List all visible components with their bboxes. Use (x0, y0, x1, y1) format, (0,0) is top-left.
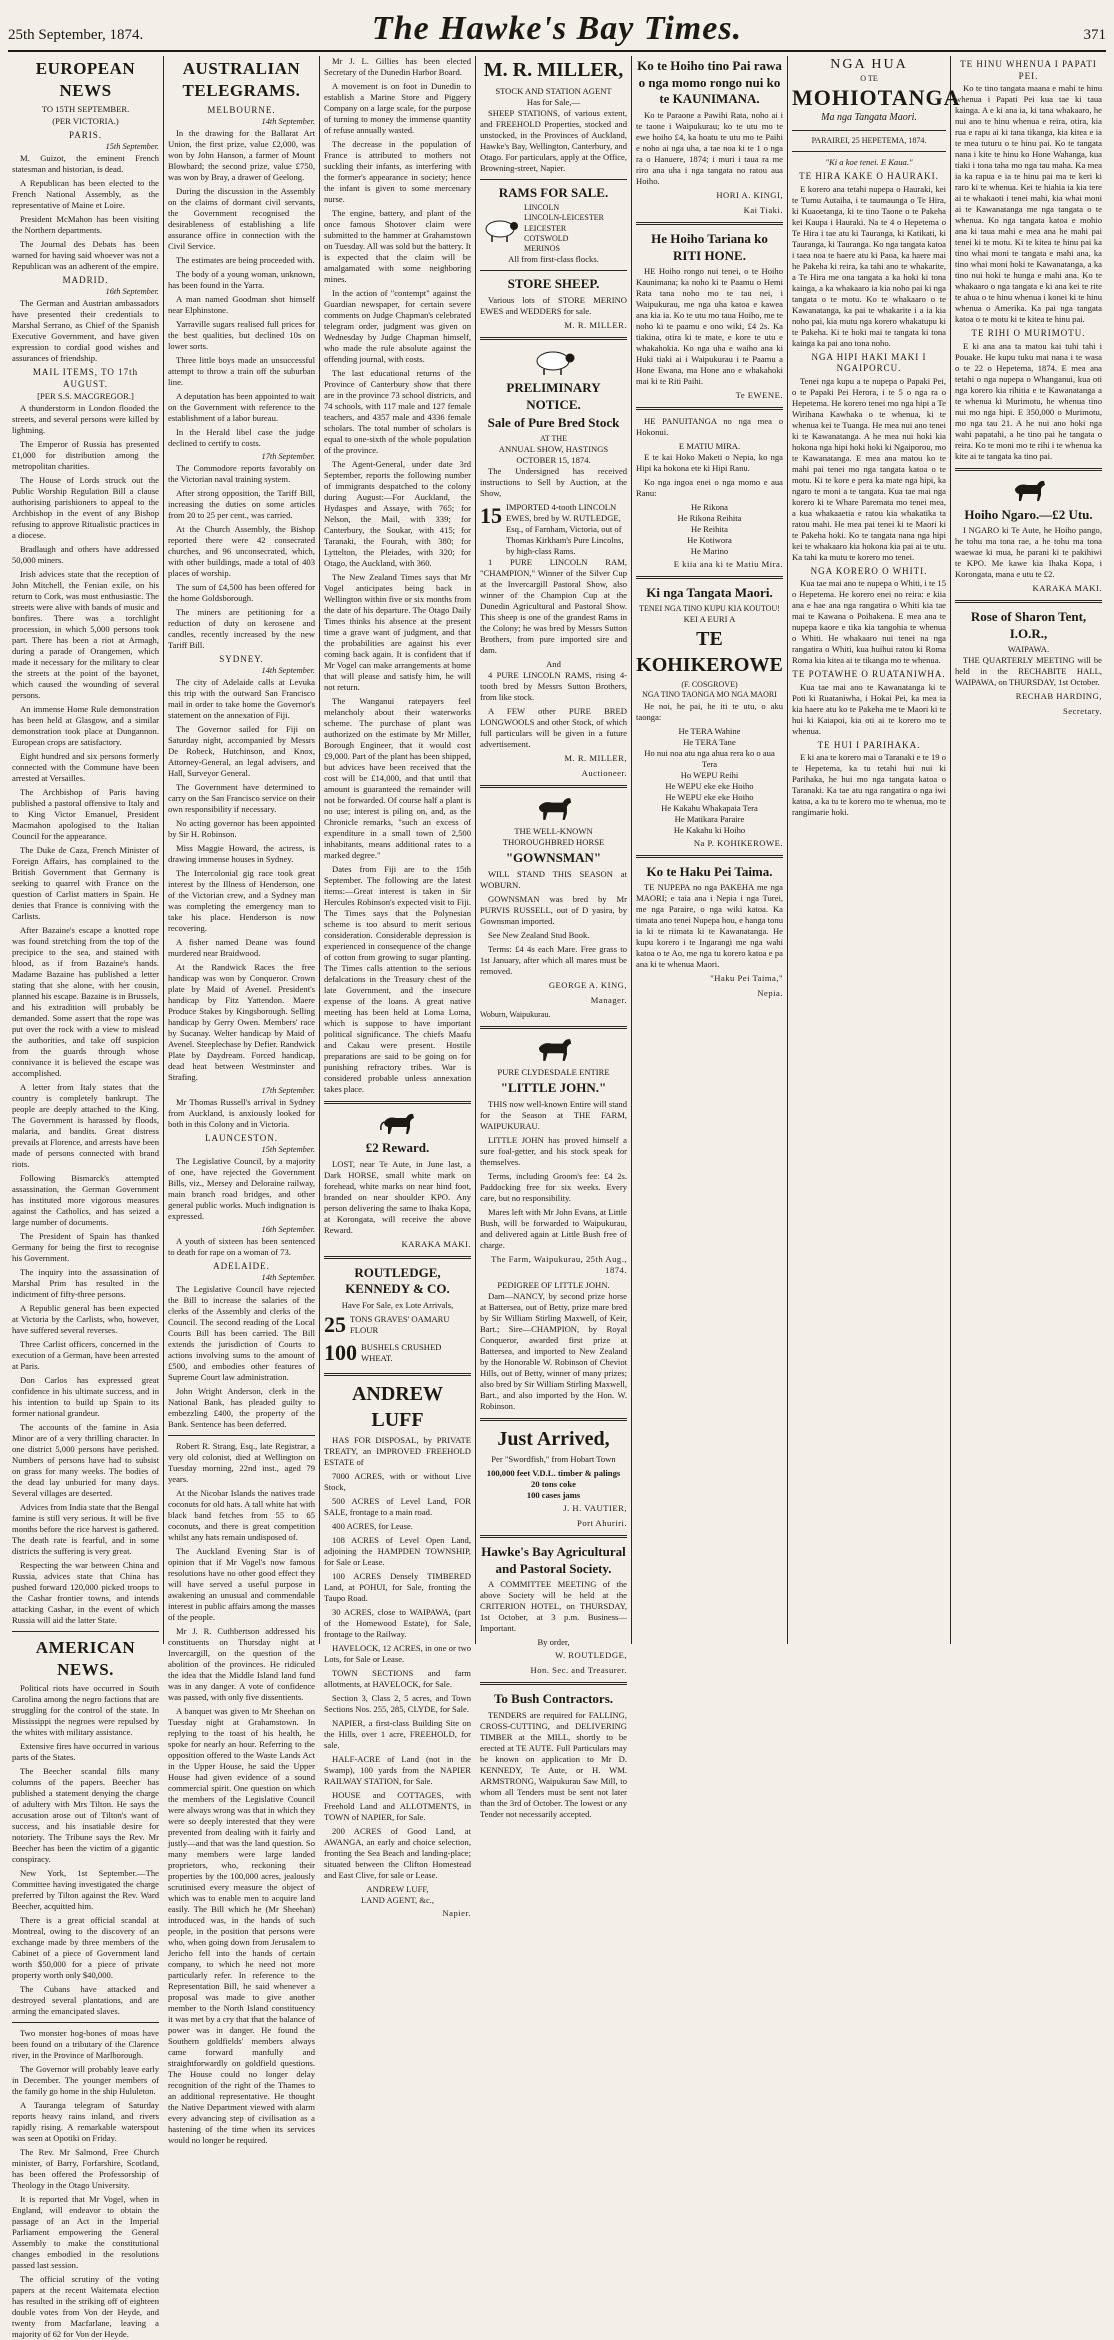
luff-item: 100 ACRES Densely TIMBERED Land, at POHUI, for Sale, fronting the Taupo Road. (324, 1571, 471, 1604)
horse-paragraph: See New Zealand Stud Book. (488, 929, 590, 940)
news-paragraph: The Emperor of Russia has presented £1,000 for distribution among the metropolitan charities. (12, 439, 159, 472)
miller-subtitle: STOCK AND STATION AGENT (495, 85, 612, 96)
news-paragraph: The House of Lords struck out the Public Worship Regulation Bill a clause authorising parishioners to appeal to the Archbishop in the event of any Bishop refusing to approve Ritualistic practices in a diocese. (12, 475, 159, 541)
hokonui-foot: E kiia ana ki te Matiu Mira. (673, 559, 783, 570)
maori-paragraph: Ko te tino tangata maana e mahi te hinu whenua i Papati Pei kua tae ki taua kainga. A e ki ana ia, ki tana whakaaro, he nui ano te hinu whenua e reira, otira, kia rua e rapu ai ki tana tikanga, kia kitea e ia te mea tuturu o te hinu pai. Ko te tangata nana i kite te hinu ko Hone Wahanga, kua tiaki i tona taha mo nga tau maha. Ka mea ia ka rapua e ia te hinu pai ma te keri ki raro ki te whenua. Kei te hiahia ia kia tere ai te whakaoti i tenei mahi, kia whai moni ai te Kawanatanga me nga tangata o te whenua. Ko nga tangata katoa e mohio ana ki taua mahi e mea ana he mahi pai tenei ki te motu. Ki te kitea te hinu pai ka tino whai moni te tangata e mahi ana, ka tino whai moni hoki te Kawanatanga, a ka tino nui hoki te hunga e mahi ana. Ko te whakaaro o nga tangata e ki ana kei te rite te ahua o te hinu whenua i konei ki te hinu whenua o Amerika. Ka pai nga tangata katoa o te motu ki te kitea te hinu pai. (955, 83, 1102, 325)
divider (324, 1101, 471, 1104)
news-paragraph: Respecting the war between China and Russia, advices state that China has pushed forward 120,000 picked troops to the Cashar frontier towns, and intends attacking Cashar, in the event of which Russia will aid the latter State. (12, 1560, 159, 1626)
dateline-date: 14th September. (261, 1273, 315, 1283)
horse-paragraph: WILL STAND THIS SEASON at WOBURN. (480, 868, 627, 890)
ki-nga-tangata-title: Ki nga Tangata Maori. (646, 585, 773, 601)
column-nga-hua (788, 56, 961, 1644)
column-australian-telegrams (164, 56, 320, 2145)
news-paragraph: It is reported that Mr Vogel, when in England, will endeavor to obtain the passage of an Act in the Imperial Parliament empowering the General Assembly to make the constitutional changes embodied in the resolutions passed last session. (12, 2193, 159, 2270)
miller-title: M. R. MILLER, (483, 59, 624, 81)
hoiho-ngaro-signature: KARAKA MAKI. (1032, 583, 1102, 594)
store-sheep-title: STORE SHEEP. (507, 276, 600, 292)
news-paragraph: The German and Austrian ambassadors have presented their credentials to Marshal Serrano, as Chief of the Spanish Executive Government, and have given expression to cordial good wishes and assurances of friendship. (12, 298, 159, 364)
news-paragraph: The Rev. Mr Salmond, Free Church minister, of Barry, Forfarshire, Scotland, has been offered the Professorship of Theology in the Otago University. (12, 2146, 159, 2190)
bush-contractors-title: To Bush Contractors. (493, 1691, 614, 1707)
luff-signature: ANDREW LUFF, (366, 1884, 429, 1895)
luff-item: HAVELOCK, 12 ACRES, in one or two Lots, for Sale or Lease. (324, 1643, 471, 1665)
divider (636, 222, 783, 225)
news-paragraph: Political riots have occurred in South Carolina among the negro factions that are struggling for the control of the state. In Mississippi the negroes were repulsed by the whites with military assistance. (12, 1682, 159, 1737)
just-arrived-subtitle: Per "Swordfish," from Hobart Town (491, 1454, 616, 1465)
news-paragraph: A movement is on foot in Dunedin to establish a Marine Store and Piggery Company on a large scale, for the purpose of turning to money the immense quantity of refuse annually wasted. (324, 81, 471, 135)
sale-item: IMPORTED 4-tooth LINCOLN EWES, bred by W. RUTLEDGE, Esq., of Farnham, Victoria, out of Thomas Kirkham's Pure Lincolns, by high-class Rams. (506, 502, 624, 557)
divider (636, 855, 783, 858)
mohiotanga-tagline: Ma nga Tangata Maori. (821, 112, 917, 124)
arrived-signature: J. H. VAUTIER, (563, 1503, 627, 1514)
luff-item: HALF-ACRE of Land (not in the Swamp), 100 yards from the NAPIER RAILWAY STATION, for Sale. (324, 1754, 471, 1787)
routledge-line-1 (324, 1311, 471, 1339)
dateline-madrid: MADRID. (62, 274, 109, 285)
sale-show: ANNUAL SHOW, HASTINGS (498, 444, 609, 455)
quantity: 15 (480, 503, 502, 529)
luff-item: NAPIER, a first-class Building Site on the Hills, over 1 acre, FREEHOLD, for sale. (324, 1718, 471, 1751)
arrived-item: 100,000 feet V.D.L. timber & palings (486, 1468, 621, 1479)
news-paragraph: The Legislative Council have rejected the Bill to increase the salaries of the clerks of the Assembly and clerks of the Council. The second reading of the Local Courts Bill has been carried. The Bill extends the jurisdiction of Courts to actions involving sums to the amount of £500, and embodies other features of Supreme Court law administration. (168, 1283, 315, 1382)
dateline-sydney: SYDNEY. (219, 653, 264, 664)
european-news-via: (PER VICTORIA.) (52, 115, 119, 126)
hokonui-body: E te kai Hoko Maketi o Nepia, ko nga Hipi ka hokona ete ki Hipi Ranu. (636, 452, 783, 474)
divider (480, 1026, 627, 1029)
european-news-title: EUROPEAN NEWS (35, 59, 136, 100)
sale-date: OCTOBER 15, 1874. (516, 455, 591, 466)
hb-society-by-order: By order, (537, 1637, 570, 1648)
horse-name-gownsman: "GOWNSMAN" (505, 850, 602, 866)
luff-item: 30 ACRES, close to WAIPAWA, (part of the Homewood Estate), for Sale, frontage to the Railway. (324, 1607, 471, 1640)
horse-paragraph: Mares left with Mr John Evans, at Little Bush, will be forwarded to Waipukurau, and delivered again at Little Bush free of charge. (480, 1206, 627, 1250)
divider (168, 1435, 315, 1436)
news-paragraph: New York, 1st September.—The Committee having investigated the charge preferred by Tilton against the Rev. Ward Beecher, acquitted him. (12, 1867, 159, 1911)
news-paragraph: The miners are petitioning for a reduction of duty on kerosene and candles, recently increased by the new Tariff Bill. (168, 606, 315, 650)
maori-paragraph: Kua tae mai ano te Kawanatanga ki te Poti ki Ruataniwha, i Hokai Pei, ka mea ia kia haere atu ko te Pakeha me te Maori ki te hui ki Kaiapoi, kia oti ai te korero mo te whenua. (792, 681, 946, 736)
store-sheep-body: Various lots of STORE MERINO EWES and WEDDERS for sale. (480, 295, 627, 317)
rams-breed: LEICESTER (524, 223, 567, 233)
sale-paragraph: 4 PURE LINCOLN RAMS, rising 4-tooth bred by Messrs Sutton Brothers, from like stock. (480, 670, 627, 703)
horse-ad-title: THE WELL-KNOWN THOROUGHBRED HORSE (502, 826, 605, 848)
sale-signature: M. R. MILLER, (564, 753, 627, 764)
news-paragraph: The Beecher scandal fills many columns of the papers. Beecher has published a statement denying the charge of adultery with Mrs Tilton. He says the accusation arose out of Tilton's want of success, and his insatiable desire for notoriety. The Tribune says the Rev. Mr Beecher has been the victim of a gigantic conspiracy. (12, 1765, 159, 1864)
news-paragraph: A letter from Italy states that the country is completely bankrupt. The people are deeply attached to the King. The Government is harassed by floods, malaria, and bandits. Great distress prevails at Florence, and arrests have been made of persons connected with brand riots. (12, 1082, 159, 1170)
mohiotanga-title: MOHIOTANGA (792, 85, 961, 111)
rose-of-sharon-place: WAIPAWA. (1007, 644, 1050, 655)
news-paragraph: Extensive fires have occurred in various parts of the States. (12, 1740, 159, 1762)
horse-signature-role: Manager. (590, 994, 627, 1005)
news-paragraph: The Agent-General, under date 3rd September, reports the following number of immigrants despatched to the colony during August:—For Auckland, the Hydaspes and Assaye, with 765; for Nelson, the Mail, with 339; for Canterbury, the Soukar, with 415; for Taranaki, the Fourah, with 380; for Lyttelton, the Pleiades, with 320; for Otago, the Auckland, with 360. (324, 459, 471, 568)
item: TONS GRAVES' OAMARU FLOUR (350, 1313, 450, 1335)
nga-hua-o-te: O TE (860, 73, 878, 83)
riti-hone-title: He Hoiho Tariana ko RITI HONE. (651, 230, 768, 263)
news-paragraph: A Republican has been elected to the French National Assembly, as the representative of Maine et Loire. (12, 177, 159, 210)
kohikerowe-line: NGA TINO TAONGA MO NGA MAORI (642, 690, 777, 700)
news-paragraph: An immense Home Rule demonstration has been held at Glasgow, and a similar demonstration took place at Dungannon. European crops are satisfactory. (12, 704, 159, 748)
news-paragraph: Dates from Fiji are to the 15th September. The following are the latest items:—Great interest is taken in Sir Hercules Robinson's expected visit to Fiji. The Times says that the Polynesian scheme is too absurd to merit serious consideration. Considerable depression is experienced in consequence of the change of cotton from growing to sugar planting. The Times calls attention to the serious defalcations in the Treasury chest of the late Government, and the insecure expense of the loans. A great native meeting has been held at Loma Loma, which is suppose to have important political significance. The chiefs Maafu and Cakau were present. Hostile preparations are said to be going on for punishing refractory tribes. War is considered probable unless annexation takes place. (324, 864, 471, 1094)
dateline-launceston: LAUNCESTON. (204, 1132, 279, 1143)
column-maori-news (951, 56, 1106, 1644)
news-paragraph: The Journal des Debats has been warned for having said whoever was not a Republican was an adherent of the empire. (12, 238, 159, 271)
pedigree-title: PEDIGREE OF LITTLE JOHN. (497, 1279, 610, 1290)
news-paragraph: Miss Maggie Howard, the actress, is drawing immense houses in Sydney. (168, 842, 315, 864)
news-paragraph: The Cubans have attacked and destroyed several plantations, and are arming the emancipated slaves. (12, 1983, 159, 2016)
horse-paragraph: THIS now well-known Entire will stand for the Season at THE FARM, WAIPUKURAU. (480, 1098, 627, 1131)
dateline-date: 15th September. (105, 142, 159, 152)
item: BUSHELS CRUSHED WHEAT. (361, 1342, 442, 1364)
luff-intro: HAS FOR DISPOSAL, by PRIVATE TREATY, an IMPROVED FREEHOLD ESTATE of (324, 1435, 471, 1468)
riti-hone-signature: Te EWENE. (735, 390, 783, 401)
news-paragraph: Two monster hog-bones of moas have been found on a tributary of the Clarence river, in the Province of Marlborough. (12, 2027, 159, 2060)
reward-ad-signature: KARAKA MAKI. (401, 1238, 471, 1249)
maori-paragraph: E ki ana ana ta matou kai tuhi tahi i Pouake. He kupu tuku mai nana i te wasa o te 22 o Hepetema, 1874. E mea ana tetahi o nga nupepa o Whanganui, kua oti nga korero kia rihitia e te Kawanatanga a te whenua ki Murimotu, he whenua tino nui mo nga hipi. E 350,000 o Murimotu, mo nga tau 21. A he nui ano hoki nga wahi papatahi, a he tino pai he tangata o reira. Ko te moni mo te rihi i te whenua ka kite ai te tangata ka tino pai. (955, 340, 1102, 461)
news-paragraph: After Bazaine's escape a knotted rope was found stretching from the top of the precipice to the sea, and stained with blood, as if from Bazaine's hands. Madame Bazaine has published a letter stating that she alone, with her cousin, planned his escape. Bazaine is in Brussels, and his extradition will probably be demanded. Some assert that the rope was put over the rock with a view to mislead the authorities, and take off suspicion from the guards through whose connivance it is believed the escape was accomplished. (12, 925, 159, 1079)
news-paragraph: Three Carlist officers, concerned in the execution of a German, have been arrested at Paris. (12, 1339, 159, 1372)
news-paragraph: There is a great official scandal at Montreal, owing to the discovery of an exchange made by three members of the Cabinet of a piece of Government land worth $50,000 for a piece of private property worth only $40,000. (12, 1914, 159, 1980)
columns (8, 56, 1106, 2339)
arrived-item: 20 tons coke (531, 1479, 576, 1490)
routledge-ad-subtitle: Have For Sale, ex Lote Arrivals, (341, 1299, 454, 1310)
kei-a-euri-title: KEI A EURI A (683, 613, 736, 624)
news-paragraph: The New Zealand Times says that Mr Vogel anticipates being back in Wellington within five or six months from the date of his departure. The Otago Daily Times thinks his absence at the present time a grave want of judgment, and that the probabilities are against his ever coming back again. It is confident that if Mr Vogel can make arrangements at home that will please and satisfy him, he will not return. (324, 572, 471, 692)
column-maori-ads (632, 56, 788, 1644)
rams-list (524, 203, 604, 254)
rose-of-sharon-body: THE QUARTERLY MEETING will be held in the RECHABITE HALL, WAIPAWA, on THURSDAY, 1st October. (955, 655, 1102, 688)
horse-place: Woburn, Waipukurau. (480, 1009, 551, 1019)
news-paragraph: The President of Spain has thanked Germany for being the first to recognise his Government. (12, 1231, 159, 1264)
luff-item: 108 ACRES of Level Open Land, adjoining the HAMPDEN TOWNSHIP, for Sale or Lease. (324, 1535, 471, 1568)
divider (324, 1256, 471, 1259)
hb-society-signature-role: Hon. Sec. and Treasurer. (530, 1665, 627, 1676)
news-paragraph: Three little boys made an unsuccessful attempt to throw a train off the suburban line. (168, 354, 315, 387)
sale-and: And (546, 659, 561, 670)
dateline-adelaide: ADELAIDE. (213, 1260, 270, 1271)
news-paragraph: A Republic general has been expected at Victoria by the Carlists, who, however, have suffered several reverses. (12, 1303, 159, 1336)
nga-hua-title: NGA HUA (830, 57, 908, 72)
news-paragraph: The Archbishop of Paris having published a pastoral offensive to Italy and to King Victor Emanuel, President Macmahon apologised to the Italian Council for the appearance. (12, 787, 159, 842)
hoiho-ngaro-body: I NGARO ki Te Aute, he Hoiho pango, he tohu ma tona rae, a he tohu ma tona waewae ki mua, he parani ki te pakihiwi te KPO. Me kawe kia Ihaka Kopa, i Korongata, mana e utu te £2. (955, 525, 1102, 580)
dateline-melbourne: MELBOURNE. (207, 104, 276, 115)
news-paragraph: During the discussion in the Assembly on the claims of dormant civil servants, the Government recognised the desirableness of establishing a life assurance office in connection with the Civil Service. (168, 185, 315, 251)
news-paragraph: The last educational returns of the Province of Canterbury show that there are in the province 73 school districts, and 74 schools, with 117 male and 127 female teachers, and 4357 male and 4336 female scholars. The total number of scholars is equal to one-sixth of the whole population of the province. (324, 368, 471, 455)
masthead: The Hawke's Bay Times. (371, 10, 743, 47)
horse-icon (1009, 477, 1049, 503)
bush-contractors-body: TENDERS are required for FALLING, CROSS-CUTTING, and DELIVERING TIMBER at the MILL, shortly to be erected at TE AUTE. Full Particulars may be known on application to Mr D. KENNEDY, Te Aute, or H. WM. ARMSTRONG, Waipukurau Saw Mill, to whom all Tenders must be sent not later than the 3rd of October. The lowest or any Tender not necessarily accepted. (480, 1710, 627, 1820)
hoiho-ngaro-title: Hoiho Ngaro.—£2 Utu. (964, 506, 1093, 522)
luff-item: TOWN SECTIONS and farm allotments, at HAVELOCK, for Sale. (324, 1668, 471, 1690)
kohikerowe-list: He TERA Wahine He TERA Tane Ho nui noa atu nga ahua rera ko o aua Tera Ho WEPU Reihi He WEPU eke eke Hoiho He WEPU eke eke Hoiho He Kakahu Whakapaia Tera He Matikara Paraire He Kakahu ki Hoiho (644, 725, 775, 835)
news-paragraph: The inquiry into the assassination of Marshal Prim has resulted in the indictment of fifty-three persons. (12, 1267, 159, 1300)
luff-item: 500 ACRES of Level Land, FOR SALE, frontage to a main road. (324, 1496, 471, 1518)
rose-of-sharon-signature-role: Secretary. (1062, 706, 1102, 717)
kaunimana-body: Ko te Paraone a Pawihi Rata, noho ai i te taone i Waipukurau; ko te utu mo te ewe hoiho £4, ka hoatu te utu mo te Paihi e noho ai nga uha, a tae noa ki te 1 o nga ra o Hanuere, 1874; i muri i taua ra me riro ana uha i nga tangata no ratou aua Hoiho. (636, 109, 783, 186)
news-paragraph: Mr J. R. Cuthbertson addressed his constituents on Thursday night at Invercargill, on the question of the abolition of the provinces. He ridiculed the idea that the Middle Island land fund was in any danger. A vote of confidence was passed, with only five dissentients. (168, 1625, 315, 1702)
horse-signature: The Farm, Waipukurau, 25th Aug., 1874. (491, 1253, 627, 1275)
australian-telegrams-title: AUSTRALIAN TELEGRAMS. (182, 59, 301, 100)
news-paragraph: Mr Thomas Russell's arrival in Sydney from Auckland, is anxiously looked for both in this Colony and in Victoria. (168, 1096, 315, 1129)
divider (955, 600, 1102, 603)
rams-breed: MERINOS (524, 244, 561, 254)
luff-item: 7000 ACRES, with or without Live Stock, (324, 1471, 471, 1493)
news-paragraph: No acting governor has been appointed by Sir H. Robinson. (168, 817, 315, 839)
news-paragraph: The Duke de Caza, French Minister of Foreign Affairs, has complained to the British Government that Germany is seeking to quarrel with France on the question of Carlist matters in Spain. He denies that France is conniving with the Carlists. (12, 845, 159, 922)
news-paragraph: Eight hundred and six persons formerly connected with the Commune have been arrested at Versailles. (12, 751, 159, 784)
hb-society-signature: W. ROUTLEDGE, (555, 1650, 627, 1661)
rams-foot: All from first-class flocks. (508, 254, 599, 265)
divider (480, 179, 627, 180)
luff-signature-role: LAND AGENT, &c., (360, 1895, 435, 1906)
dateline-date: 16th September. (261, 1224, 315, 1234)
haku-pei-taima-title: Ko te Haku Pei Taima. (646, 863, 773, 879)
news-paragraph: A man named Goodman shot himself near Elphinstone. (168, 293, 315, 315)
section-title: TE HUI I PARIHAKA. (817, 739, 921, 750)
divider (480, 1418, 627, 1421)
divider (12, 1631, 159, 1632)
kohikerowe-title: TE KOHIKEROWE (636, 627, 783, 676)
sale-paragraph: The Undersigned has received instructions to Sell by Auction, at the Show, (480, 466, 627, 499)
horse-paragraph: Terms, including Groom's fee: £4 2s. Paddocking free for six weeks. Every care, but no responsibility. (480, 1170, 627, 1203)
hokonui-body: Ko nga ingoa enei o nga momo e aua Ranu: (636, 477, 783, 499)
haku-pei-taima-signature: "Haku Pei Taima," (710, 973, 783, 984)
luff-signature-place: Napier. (442, 1908, 471, 1919)
andrew-luff-title: ANDREW LUFF (351, 1383, 444, 1431)
news-paragraph: At the Church Assembly, the Bishop reported there were 42 consecrated churches, and 96 unconsecrated, which, with other buildings, made a total of 403 places of worship. (168, 523, 315, 578)
divider (480, 1682, 627, 1685)
horse-icon (532, 794, 576, 822)
divider (480, 270, 627, 271)
rams-breed: LINCOLN (524, 203, 560, 213)
sale-signature-role: Auctioneer. (581, 768, 627, 779)
news-paragraph: Advices from India state that the Bengal famine is still very serious. It will be five months before the rice harvest is gathered. The death rate is fearful, and in some districts the suffering is very great. (12, 1502, 159, 1557)
just-arrived-title: Just Arrived, (497, 1427, 610, 1450)
divider (12, 2022, 159, 2023)
european-news-subtitle: TO 15TH SEPTEMBER. (41, 103, 130, 114)
mohiotanga-motto: "Ki a koe tenei. E Kaua." (825, 157, 913, 168)
reward-ad-body: LOST, near Te Aute, in June last, a Dark HORSE, small white mark on forehead, white marks on near hind foot, branded on near shoulder KPO. Any person delivering the same to Ihaka Kopa, at Korongata, will receive the above Reward. (324, 1158, 471, 1235)
rams-breed: COTSWOLD (524, 233, 569, 243)
arrived-item: 100 cases jams (526, 1490, 581, 1501)
divider (955, 468, 1102, 471)
hokonui-list: He Rikona He Rikona Reihita He Reihita He Kotiwora He Marino (677, 502, 742, 557)
horse-icon (532, 1035, 576, 1063)
mail-items-title: MAIL ITEMS, TO 17th AUGUST. (32, 367, 139, 389)
news-paragraph: The estimates are being proceeded with. (176, 254, 315, 265)
news-paragraph: After strong opposition, the Tariff Bill, increasing the duties on some articles from 20 to 25 per cent., was carried. (168, 487, 315, 520)
news-paragraph: Bradlaugh and others have addressed 50,000 miners. (12, 544, 159, 566)
news-paragraph: A Tauranga telegram of Saturday reports heavy rains inland, and rivers rapidly rising. A remarkable waterspout was seen at Opotiki on Friday. (12, 2099, 159, 2143)
divider (480, 1535, 627, 1538)
news-paragraph: At the Nicobar Islands the natives trade coconuts for old hats. A tall white hat with black band fetches from 55 to 65 coconuts, and there is great competition whilst any hats remain undisposed of. (168, 1487, 315, 1542)
news-paragraph: The official scrutiny of the voting papers at the recent Waitemata election has resulted in the striking off of eighteen double votes from Von der Heyde, and twenty from Macfarlane, leaving a majority of 62 for Von der Heyde. (12, 2273, 159, 2339)
maori-paragraph: E ki ana te korero mai o Taranaki e te 19 o te Hepetema, ka tu tetahi hui nui ki Parihaka, he hui mo nga tangata katoa o Taranaki. Ka tae atu nga rangatira o nga iwi katoa, a ka tu te korero mo te whenua, mo te rangimarie hoki. (792, 752, 946, 818)
sale-title: Sale of Pure Bred Stock (487, 415, 620, 431)
rams-title: RAMS FOR SALE. (498, 184, 609, 200)
divider (636, 407, 783, 410)
haku-pei-taima-place: Nepia. (757, 988, 783, 999)
newspaper-page (8, 6, 1106, 2339)
dateline-date: 14th September. (261, 666, 315, 676)
reward-ad-title: £2 Reward. (365, 1140, 430, 1155)
horse-paragraph: Terms: £4 4s each Mare. Free grass to 1st January, after which all mares must be removed. (480, 943, 627, 976)
news-paragraph: A fisher named Deane was found murdered near Braidwood. (168, 936, 315, 958)
news-paragraph: Following Bismarck's attempted assassination, the German Government has instituted more vigorous measures against the Catholics, and has seized a large number of documents. (12, 1173, 159, 1228)
miller-body: SHEEP STATIONS, of various extent, and FREEHOLD Properties, stocked and unstocked, in the Provinces of Auckland, Hawke's Bay, Wellington, Canterbury, and Otago. For particulars, apply at the Office, Browning-street, Napier. (480, 107, 627, 173)
ki-nga-tangata-sub: TENEI NGA TINO KUPU KIA KOUTOU! (639, 603, 780, 613)
section-title: TE HIRA KAKE O HAURAKI. (799, 171, 939, 182)
news-paragraph: The accounts of the famine in Asia Minor are of a very thrilling character. In one district 5,000 persons have perished. Numbers of persons have had to subsist on grass for many weeks. The bodies of the dead lay unburied for many days. Several villages are deserted. (12, 1422, 159, 1499)
divider (792, 151, 946, 152)
section-title: TE HINU WHENUA I PAPATI PEI. (960, 59, 1097, 81)
quantity: 25 (324, 1311, 346, 1337)
dateline-paris: PARIS. (69, 129, 102, 140)
dateline-date: 14th September. (261, 117, 315, 127)
luff-item: 400 ACRES, for Lease. (332, 1521, 413, 1532)
maori-paragraph: Kua tae mai ano te nupepa o Whiti, i te 15 o Hepetema. He korero enei no reira: e kiia ana e hae ana nga rangatira o Whiti kia tae mai te Kawana o Poihakena. E mea ana te nupepa kaore e tika kia tangohia te whenua o Whiti. He whakaaro nui tenei na nga rangatira o Whiti, kua huihui ratou ki Roma Roma kia kitea ai te tikanga mo te whenua. (792, 578, 946, 666)
news-paragraph: The city of Adelaide calls at Levuka this trip with the outward San Francisco mail in order to take home the Governor's statement on the annexation of Fiji. (168, 676, 315, 720)
section-title: NGA KORERO O WHITI. (810, 565, 928, 576)
luff-item: Section 3, Class 2, 5 acres, and Town Sections Nos. 255, 285, CLYDE, for Sale. (324, 1693, 471, 1715)
news-paragraph: The Governor sailed for Fiji on Saturday night, accompanied by Messrs De Robeck, Hutchinson, and Knox, Attorney-General, an legal advisers, and Hall, Surveyor General. (168, 723, 315, 778)
riti-hone-body: HE Hoiho rongo nui tenei, o te Hoiho Kaunimana; ka noho ki te Paamu o Hemi Rata tana noho mo te tau nei, i Waipukurau, me nga uha katoa e kawea ana kia ia. Ko te utu mo taua Hoiho, me te noho ki te paamu e ono wiki, £4 2s. Ka tiakina, otira ki te mate, e kore te utu e whakahokia. Ko nga uha e waiho ana ki Huki tiaki ai i Waipukurau i te Paamu a Hone Ewana, ma Hone ano e whakahoki mai ki te Riti Paihi. (636, 266, 783, 387)
rams-breed: LINCOLN-LEICESTER (524, 213, 604, 223)
mail-items-via: [PER S.S. MACGREGOR.] (37, 391, 134, 402)
column-news-and-ads (320, 56, 476, 1919)
divider (636, 576, 783, 579)
horse-paragraph: LITTLE JOHN has proved himself a sure foal-getter, and his stock speak for themselves. (480, 1134, 627, 1167)
sale-paragraph: A FEW other PURE BRED LONGWOOLS and other Stock, of which full particulars will be given in a future advertisement. (480, 706, 627, 750)
luff-item: HOUSE and COTTAGES, with Freehold Land and ALLOTMENTS, in TOWN of NAPIER, for Sale. (324, 1790, 471, 1823)
quantity: 100 (324, 1340, 357, 1366)
american-news-title: AMERICAN NEWS. (35, 1638, 136, 1679)
column-european-news (8, 56, 164, 2339)
issue-date: 25th September, 1874. (8, 27, 144, 43)
news-paragraph: The Auckland Evening Star is of opinion that if Mr Vogel's now famous resolutions have no other good effect they will have served a useful purpose in awakening an unusual and commendable interest in public affairs among the masses of the people. (168, 1545, 315, 1622)
hb-society-title: Hawke's Bay Agricultural and Pastoral Society. (481, 1544, 626, 1576)
page-header (8, 6, 1106, 52)
news-paragraph: Irish advices state that the reception of John Mitchell, the Fenian exile, on his return to Cork, was most enthusiastic. The streets were alive with bands of music and bonfires. There was a torchlight procession, in which 5,000 persons took part. There has been a riot at Armagh, during a parade of Orangemen, which made it necessary for the military to clear the streets at the point of the bayonet, which caused the wounding of several persons. (12, 569, 159, 701)
haku-pei-taima-body: TE NUPEPA no nga PAKEHA me nga MAORI; e taia ana i Nepia i nga Turei, me nga Paraire, o nga wiki katoa. Ka timata ano tenei Nupepa hou, e hanga tonu ia ki te riimata ki te Kawanatanga. He kupu korero i te Ingarangi me nga wahi katoa o te Ao, me nga tu korero katoa e pa ana ki te whenua Maori. (636, 882, 784, 970)
hokonui-notice: HE PANUITANGA no nga mea o Hokonui. (636, 416, 783, 438)
clydesdale-title: PURE CLYDESDALE ENTIRE (497, 1066, 610, 1077)
dateline-date: 17th September. (261, 451, 315, 461)
hokonui-name: E MATIU MIRA. (678, 441, 741, 452)
divider (480, 785, 627, 788)
kohikerowe-signature: Na P. KOHIKEROWE. (693, 837, 783, 848)
news-paragraph: M. Guizot, the eminent French statesman and historian, is dead. (12, 152, 159, 174)
rose-of-sharon-title: Rose of Sharon Tent, I.O.R., (970, 609, 1087, 641)
news-paragraph: A youth of sixteen has been sentenced to death for rape on a woman of 73. (168, 1235, 315, 1257)
divider (480, 337, 627, 340)
kaunimana-signature: HORI A. KINGI, (716, 189, 783, 200)
kohikerowe-body: He noi, he pai, he iti te utu, o aku taonga: (636, 700, 783, 722)
hb-society-body: A COMMITTEE MEETING of the above Society will be held at the CRITERION HOTEL, on THURSDAY, 1st October, at 3 p.m. Business—Important. (480, 1579, 627, 1634)
kaunimana-signature-role: Kai Tiaki. (743, 204, 783, 215)
news-paragraph: Robert R. Strang, Esq., late Registrar, a very old colonist, died at Wellington on Tuesday morning, 22nd inst., aged 79 years. (168, 1440, 315, 1484)
news-paragraph: At the Randwick Races the free handicap was won by Conqueror. Crown plate by Maid of Avenel. President's handicap by Fitz Yattendon. Maere Produce Stakes by Kingsborough. Selling handicap by Gerry Owen. Members' race by Sucanay. Welter handicap by Maid of Avenel. Steeplechase by Defier. Randwick Plate by Daydream. Forced handicap, dead heat between Westminster and Strafing. (168, 961, 315, 1082)
maori-paragraph: Tenei nga kupu a te nupepa o Papaki Pei, o te Papaki Pei Herora, i te 5 o nga ra o Hepetema. He korero tenei mo nga hipi a Te Wirihana Kawhaka o te whenua, ki te whenua kei te Tuanga. He mea nui ano tenei ki te Kawanatanga. A he mea nui hoki kia hokona nga hipi hoki hoki ki Ngaiporou, mo te Kawanatanga. E mea ana matou ko te mahi pai tenei mo nga tangata katoa o te motu. Ki te kore e pera ka mate nga hipi, ka ngaro te moni a te tangata. Kua tae mai nga korero ki te Whare Paremata mo tenei mea, a kua whakaaetia e ratou kia whakatika ta ratou mahi. He mea pai tenei ki te Maori ki te Pakeha hoki. Ko te tangata nana nga hipi kei te whakaaro kia hokona kia pai ai te utu. Ka tahi ka mutu te korero mo tenei. (792, 375, 946, 562)
sale-at: AT THE (539, 433, 568, 443)
sheep-icon (531, 346, 577, 376)
news-paragraph: The sum of £4,500 has been offered for the home Goldsborough. (168, 581, 315, 603)
luff-item: 200 ACRES of Good Land, at AWANGA, an early and choice selection, fronting the Sea Beach and landing-place; situated between the Clifton Homestead and East Clive, for sale or Lease. (324, 1826, 471, 1881)
arrived-signature-place: Port Ahuriri. (577, 1518, 627, 1529)
news-paragraph: The Wanganui ratepayers feel melancholy about their waterworks scheme. The purchase of plant was authorized on the estimate by Mr Miller, Borough Engineer, that it would cost £9,000. Part of the plant has been shipped, but advices have been received that the cost will be £14,000, and that until that amount is guaranteed the remainder will not be forwarded. Of course half a plant is no use; interest is piling on, and, as the Chronicle remarks, "such an excess of expenditure in a small town of 2,500 inhabitants, means additional rates to a marked degree." (324, 696, 471, 860)
divider (324, 1373, 471, 1376)
sale-paragraph: 1 PURE LINCOLN RAM, "CHAMPION," Winner of the Silver Cup at the Invercargill Pastoral Show, also winner of the Champion Cup at the Dunedin Agricultural and Pastoral Show. This sheep is one of the grandest Rams in the Colony; he was bred by Messrs Sutton Brothers, from pure imported sire and dam. (480, 557, 627, 656)
news-paragraph: The engine, battery, and plant of the once famous Shotover claim were submitted to the hammer at Grahamstown on Tuesday. All was sold but the battery. It is expected that the claim will be amalgamated with some neighboring mines. (324, 208, 471, 284)
divider (792, 130, 946, 131)
news-paragraph: The Intercolonial gig race took great interest by the Illness of Henderson, one of the Victorian crew, and a Sydney man was completing the emergency man to take his place. Henderson is now recovering. (168, 867, 315, 933)
horse-icon (378, 1110, 418, 1136)
column-stock-ads (476, 56, 632, 1820)
dateline-date: 15th September. (261, 1145, 315, 1155)
dateline-date: 17th September. (261, 1085, 315, 1095)
routledge-line-2 (324, 1339, 471, 1367)
routledge-ad-title: ROUTLEDGE, KENNEDY & CO. (345, 1264, 450, 1297)
news-paragraph: The Legislative Council, by a majority of one, have rejected the Government Bills, viz., Mersey and Deloraine railway, main branch road bridges, and other general public works. Much indignation is expressed. (168, 1155, 315, 1221)
preliminary-notice-title: PRELIMINARY NOTICE. (506, 380, 601, 412)
news-paragraph: Yarraville sugars realised full prices for the best qualities, but declined 10s on lower sorts. (168, 318, 315, 351)
store-sheep-signature: M. R. MILLER. (564, 320, 627, 331)
section-title: TE RIHI O MURIMOTU. (971, 328, 1086, 339)
news-paragraph: In the action of "contempt" against the Guardian newspaper, for certain severe comments on Judge Chapman's celebrated telegram order, judgment was given on Wednesday by Judge Chapman himself, who made the rule absolute against the offending journal, with costs. (324, 288, 471, 364)
sale-line (480, 502, 627, 557)
news-paragraph: A deputation has been appointed to wait on the Government with reference to the establishment of a labor bureau. (168, 390, 315, 423)
dateline-date: 16th September. (105, 287, 159, 297)
news-paragraph: The Commodore reports favorably on the Victorian naval training system. (168, 462, 315, 484)
news-paragraph: A banquet was given to Mr Sheehan on Tuesday night at Grahamstown. In replying to the toast of his health, he spoke for nearly an hour. Referring to the opposition offered to the Waste Lands Act in the Upper House, he said the Upper House had given evidence of a sound commercial spirit. One question on which the members of the Legislative Council were always wrong was that in which they were so deeply interested that they were prevented from dealing with it fairly and justly—and that was the land question. So many members were large landed proprietors, who, reckoning their properties by the 100,000 acres, jealously scrutinised every measure the object of which was to enable men to acquire land easily. The Bill which he (Mr Sheehan) introduced was, in the hands of such people, in the position that persons were who, when going down from Jerusalem to Jericho fell into the hands of certain company, to which he need not more particularly refer. In reference to the Representation Bill, he said whenever a proposal was made to give another member to the North Island constituency it was met by a cry that that the balance of power was in danger. He found the Southern goldfields' members always came forward manfully and straightforwardly on goldfield questions. The House could no longer delay recognition of the right of the Thames to an additional representative. He thought the Native Department viewed with alarm every advancing step of civilisation as a hastening of the time when its services would no longer be required. (168, 1705, 315, 2145)
news-paragraph: The body of a young woman, unknown, has been found in the Yarra. (168, 268, 315, 290)
maori-paragraph: E korero ana tetahi nupepa o Hauraki, kei te Tumu Autaiha, i te taumaunga o Te Hira, ki Kuaoetanga, ki te tino Taone o te Pakeha kei Kaupa i Hauraki. Na te 4 o Hepetema o Te Hira i tae atu ki Tauranga, ki Katikati, ki Tauranga, ki Tauranga. Ko nga tangata katoa i taea noa te haere atu ki Paoa, ka haere mai he Pakeha ki reira, ka tahi ano te whakarite, a Te Hira me ona tangata a ka hoki ki tona kainga, a ka whakaaro ia kia noho pai ki nga tangata o te motu. Ko te whakaaro o te Kawanatanga, ka pai te whakarite i a ia kia noho pai, kia mutu nga korero whakatupu ki te Pakeha. Ki te hoki mai te tangata ki tona kainga ka pai ano tona noho. (792, 183, 946, 348)
news-paragraph: John Wright Anderson, clerk in the National Bank, has pleaded guilty to embezzling £400, the property of the Bank. Sentence has been deferred. (168, 1385, 315, 1429)
news-paragraph: President McMahon has been visiting the Northern departments. (12, 213, 159, 235)
news-paragraph: Mr J. L. Gillies has been elected Secretary of the Dunedin Harbor Board. (324, 56, 471, 77)
horse-paragraph: GOWNSMAN was bred by Mr PURVIS RUSSELL, out of D yasira, by Gownsman imported. (480, 893, 627, 926)
sheep-icon (480, 214, 520, 244)
news-paragraph: A thunderstorm in London flooded the streets, and several persons were killed by lightning. (12, 403, 159, 436)
section-title: NGA HIPI HAKI MAKI I NGAIPORCU. (811, 351, 927, 374)
page-number: 371 (1083, 27, 1106, 43)
news-paragraph: In the drawing for the Ballarat Art Union, the first prize, value £2,000, was won by John Hanson, a farmer of Mount Blowhard; the second prize, value £750, was won by Bray, a drawer of Geelong. (168, 127, 315, 182)
news-paragraph: In the Herald libel case the judge declined to certify to costs. (168, 426, 315, 448)
miller-has: Has for Sale,— (526, 96, 581, 107)
mohiotanga-date: PARAIREI, 25 HEPETEMA, 1874. (811, 136, 927, 146)
news-paragraph: The Governor will probably leave early in December. The younger members of the family go home in the ship Hululeton. (12, 2063, 159, 2096)
kaunimana-title: Ko te Hoiho tino Pai rawa o nga momo rongo nui ko te KAUNIMANA. (637, 58, 782, 107)
pedigree-body: Dam—NANCY, by second prize horse at Battersea, out of Betty, prize mare bred by Sir William Stirling Maxwell, of Keir, Bart.; Sire—CHAMPION, by Royal Conqueror, awarded first prize at Battersea, and imported to New Zealand by the Honorable W. Robinson of Cheviot Hills, out of Betty, winner of many prizes; also bred by Sir William Stirling Maxwell, Bart., and also imported by the Hon. W. Robinson. (480, 1290, 627, 1411)
horse-name-little-john: "LITTLE JOHN." (500, 1079, 607, 1095)
kohikerowe-sub: (F. COSGROVE) (681, 680, 738, 690)
news-paragraph: The Government have determined to carry on the San Francisco service on their own responsibility if necessary. (168, 781, 315, 814)
section-title: TE POTAWHE O RUATANIWHA. (792, 669, 946, 680)
news-paragraph: Don Carlos has expressed great confidence in his ultimate success, and in his intention to build up Spain to its former national grandeur. (12, 1375, 159, 1419)
news-paragraph: The decrease in the population of France is attributed to mothers not suckling their infants, as interfering with the former's appearance in society; hence the infant is given to some mercenary nurse. (324, 139, 471, 204)
rose-of-sharon-signature: RECHAB HARDING, (1015, 691, 1102, 702)
horse-signature: GEORGE A. KING, (548, 979, 627, 990)
rams-block (480, 203, 627, 254)
